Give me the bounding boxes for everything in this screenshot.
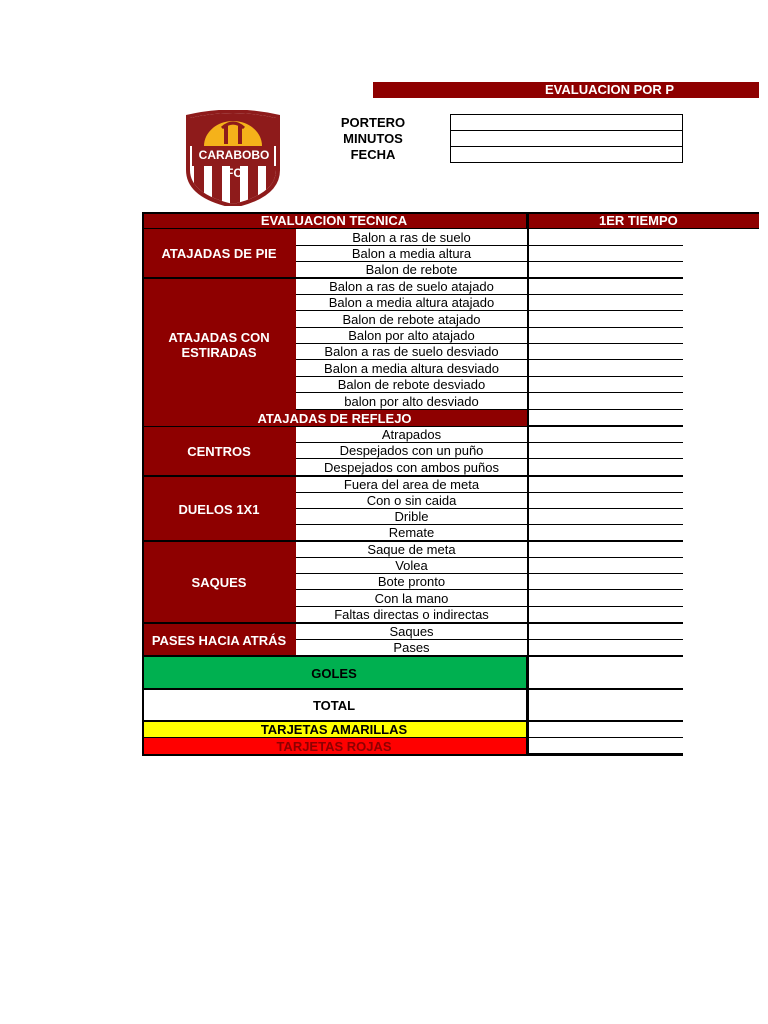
tarjetas-rojas-label: TARJETAS ROJAS bbox=[142, 738, 528, 754]
score-cell[interactable] bbox=[528, 377, 683, 393]
group-atajadas-de-pie: ATAJADAS DE PIE bbox=[142, 229, 296, 279]
header-evaluacion-tecnica: EVALUACION TECNICA bbox=[142, 212, 527, 229]
amarillas-value-cell[interactable] bbox=[528, 722, 683, 738]
goles-row-label: GOLES bbox=[142, 657, 528, 689]
score-cell[interactable] bbox=[528, 344, 683, 360]
tarjetas-amarillas-label: TARJETAS AMARILLAS bbox=[142, 722, 528, 738]
list-item: Despejados con ambos puños bbox=[296, 459, 528, 476]
list-item: Con la mano bbox=[296, 590, 528, 607]
group-duelos-1x1: DUELOS 1X1 bbox=[142, 477, 296, 541]
list-item: Balon de rebote bbox=[296, 262, 528, 279]
group-saques: SAQUES bbox=[142, 542, 296, 623]
score-cell[interactable] bbox=[528, 607, 683, 623]
score-cell[interactable] bbox=[528, 393, 683, 410]
score-cell[interactable] bbox=[528, 427, 683, 443]
score-cell[interactable] bbox=[528, 525, 683, 541]
score-cell[interactable] bbox=[528, 459, 683, 476]
group-atajadas-de-reflejo: ATAJADAS DE REFLEJO bbox=[142, 410, 528, 426]
group-label: ATAJADAS CON ESTIRADAS bbox=[168, 329, 270, 360]
score-cell[interactable] bbox=[528, 328, 683, 344]
score-cell[interactable] bbox=[528, 624, 683, 640]
score-cell[interactable] bbox=[528, 443, 683, 459]
score-cell[interactable] bbox=[528, 360, 683, 377]
score-cell[interactable] bbox=[528, 493, 683, 509]
group-pases-hacia-atras: PASES HACIA ATRÁS bbox=[142, 624, 296, 656]
list-item: Remate bbox=[296, 525, 528, 541]
list-item: Balon a media altura bbox=[296, 246, 528, 262]
total-value-cell[interactable] bbox=[528, 690, 683, 721]
evaluation-banner bbox=[373, 82, 759, 98]
group-atajadas-con-estiradas bbox=[142, 279, 296, 410]
score-cell[interactable] bbox=[528, 295, 683, 311]
list-item: Balon por alto atajado bbox=[296, 328, 528, 344]
list-item: Balon a ras de suelo desviado bbox=[296, 344, 528, 360]
club-crest-label bbox=[190, 146, 278, 180]
list-item: Fuera del area de meta bbox=[296, 477, 528, 493]
list-item: Faltas directas o indirectas bbox=[296, 607, 528, 623]
list-item: Balon a media altura desviado bbox=[296, 360, 528, 377]
list-item: Atrapados bbox=[296, 427, 528, 443]
header-1er-tiempo: 1ER TIEMPO bbox=[527, 212, 759, 229]
score-cell[interactable] bbox=[528, 262, 683, 279]
banner-title: EVALUACION POR P bbox=[545, 82, 675, 97]
list-item: balon por alto desviado bbox=[296, 393, 528, 410]
score-cell[interactable] bbox=[528, 542, 683, 558]
list-item: Balon a ras de suelo atajado bbox=[296, 279, 528, 295]
list-item: Drible bbox=[296, 509, 528, 525]
score-cell[interactable] bbox=[528, 229, 683, 246]
score-cell[interactable] bbox=[528, 279, 683, 295]
score-cell[interactable] bbox=[528, 574, 683, 590]
score-cell[interactable] bbox=[528, 410, 683, 426]
list-item: Balon de rebote atajado bbox=[296, 311, 528, 328]
list-item: Bote pronto bbox=[296, 574, 528, 590]
total-row-label: TOTAL bbox=[142, 690, 528, 721]
minutos-field[interactable] bbox=[450, 130, 683, 147]
score-cell[interactable] bbox=[528, 246, 683, 262]
club-name: CARABOBO FC bbox=[198, 148, 270, 180]
list-item: Balon de rebote desviado bbox=[296, 377, 528, 393]
portero-label: PORTERO bbox=[340, 115, 406, 130]
group-centros: CENTROS bbox=[142, 427, 296, 476]
score-cell[interactable] bbox=[528, 640, 683, 656]
score-cell[interactable] bbox=[528, 477, 683, 493]
goles-value-cell[interactable] bbox=[528, 657, 683, 689]
score-cell[interactable] bbox=[528, 558, 683, 574]
minutos-label: MINUTOS bbox=[343, 131, 403, 146]
score-cell[interactable] bbox=[528, 311, 683, 328]
list-item: Pases bbox=[296, 640, 528, 656]
list-item: Despejados con un puño bbox=[296, 443, 528, 459]
list-item: Volea bbox=[296, 558, 528, 574]
fecha-label: FECHA bbox=[350, 147, 396, 162]
list-item: Con o sin caida bbox=[296, 493, 528, 509]
score-cell[interactable] bbox=[528, 590, 683, 607]
rojas-value-cell[interactable] bbox=[528, 738, 683, 754]
fecha-field[interactable] bbox=[450, 146, 683, 163]
list-item: Saque de meta bbox=[296, 542, 528, 558]
portero-field[interactable] bbox=[450, 114, 683, 131]
score-cell[interactable] bbox=[528, 509, 683, 525]
list-item: Saques bbox=[296, 624, 528, 640]
list-item: Balon a ras de suelo bbox=[296, 229, 528, 246]
list-item: Balon a media altura atajado bbox=[296, 295, 528, 311]
